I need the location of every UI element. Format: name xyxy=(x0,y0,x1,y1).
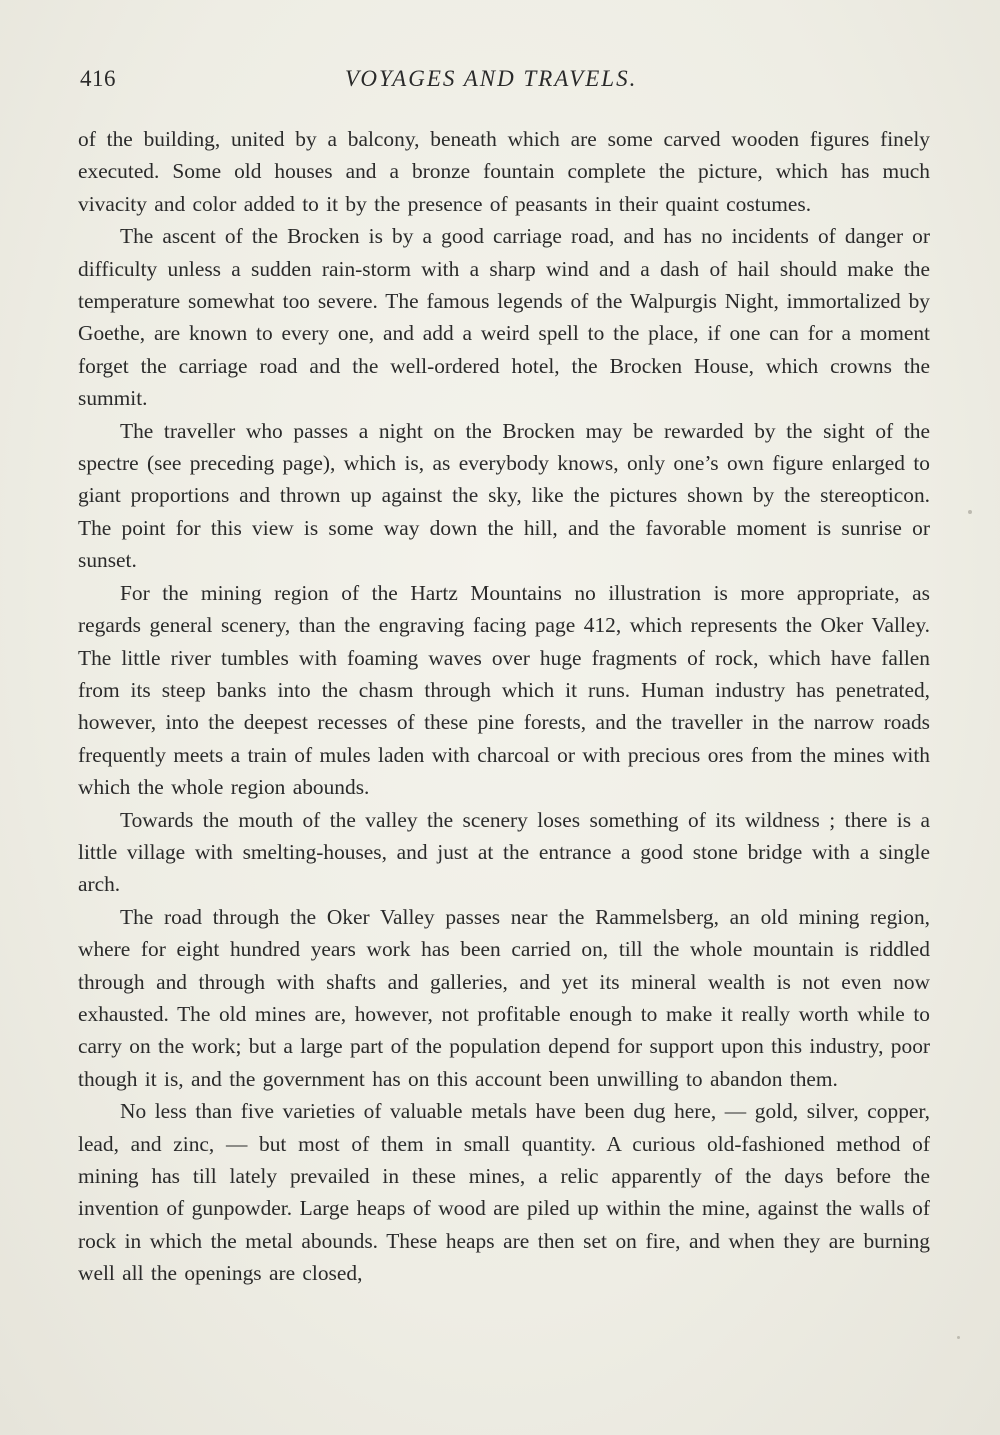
paper-speck xyxy=(968,510,972,514)
paragraph: No less than five varieties of valuable metals have been dug here, — gold, silver, copper, lead, and zinc, — but most of them in small quantity. A curious old-fashioned method of mining has till lately prevailed in these mines, a relic apparently of the days before the invention of gunpowder. Large heaps of wood are piled up within the mine, against the walls of rock in which the metal abounds. These heaps are then set on fire, and when they are burning well all the openings are closed, xyxy=(78,1099,930,1286)
body-text xyxy=(78,123,930,1290)
paragraph: of the building, united by a balcony, beneath which are some carved wooden figures finely executed. Some old houses and a bronze fountain complete the picture, which has much vivacity and color added to it by the presence of peasants in their quaint costumes. xyxy=(78,127,930,216)
paper-speck xyxy=(957,1336,960,1339)
page-number: 416 xyxy=(80,66,116,91)
running-head: VOYAGES AND TRAVELS. xyxy=(345,66,638,91)
page-header xyxy=(80,66,930,106)
paragraph: The ascent of the Brocken is by a good carriage road, and has no incidents of danger or difficulty unless a sudden rain-storm with a sharp wind and a dash of hail should make the temperature somewhat too severe. The famous legends of the Walpurgis Night, immortalized by Goethe, are known to every one, and add a weird spell to the place, if one can for a moment forget the carriage road and the well-ordered hotel, the Brocken House, which crowns the summit. xyxy=(78,224,930,411)
paragraph: Towards the mouth of the valley the scenery loses something of its wildness ; there is a little village with smelting-houses, and just at the entrance a good stone bridge with a single arch. xyxy=(78,807,930,897)
paragraph: For the mining region of the Hartz Mountains no illustration is more appropriate, as regards general scenery, than the engraving facing page 412, which represents the Oker Valley. The little river tumbles with foaming waves over huge fragments of rock, which have fallen from its steep banks into the chasm through which it runs. Human industry has penetrated, however, into the deepest recesses of these pine forests, and the traveller in the narrow roads frequently meets a train of mules laden with charcoal or with precious ores from the mines with which the whole region abounds. xyxy=(78,580,930,800)
paragraph: The road through the Oker Valley passes near the Rammelsberg, an old mining region, where for eight hundred years work has been carried on, till the whole mountain is riddled through and through with shafts and galleries, and yet its mineral wealth is not even now exhausted. The old mines are, however, not profitable enough to make it really worth while to carry on the work; but a large part of the population depend for support upon this industry, poor though it is, and the government has on this account been unwilling to abandon them. xyxy=(78,904,931,1091)
paragraph: The traveller who passes a night on the Brocken may be rewarded by the sight of the spectre (see preceding page), which is, as everybody knows, only one’s own figure enlarged to giant proportions and thrown up against the sky, like the pictures shown by the stereopticon. The point for this view is some way down the hill, and the favorable moment is sunrise or sunset. xyxy=(78,418,930,573)
